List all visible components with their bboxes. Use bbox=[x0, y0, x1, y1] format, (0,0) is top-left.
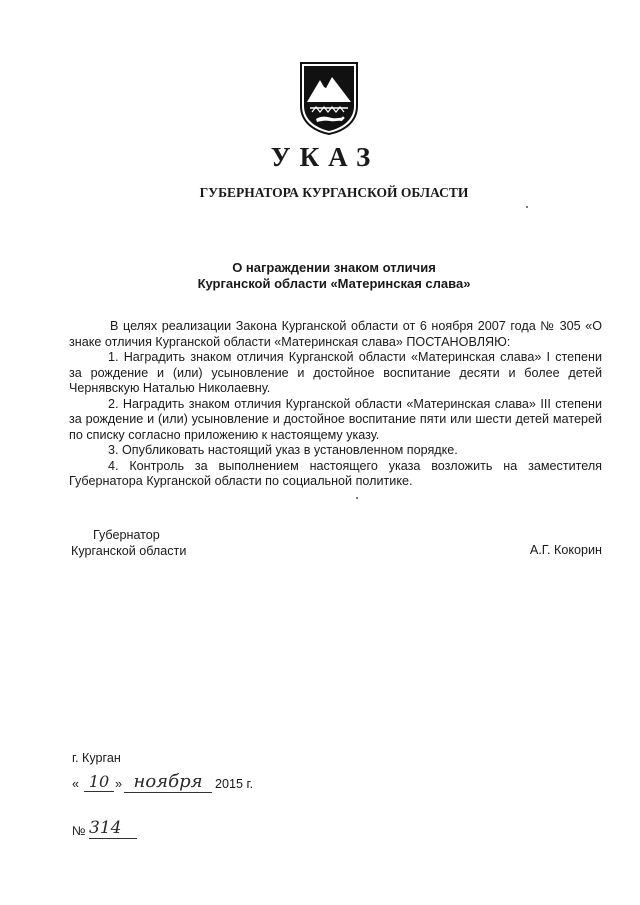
date-year: 2015 г. bbox=[215, 777, 254, 791]
number-sign: № bbox=[72, 824, 86, 838]
issue-place: г. Курган bbox=[72, 751, 121, 765]
issuer-subtitle: ГУБЕРНАТОРА КУРГАНСКОЙ ОБЛАСТИ bbox=[199, 185, 469, 200]
document-type-title: УКАЗ bbox=[270, 142, 380, 172]
date-open-quote: « bbox=[72, 777, 80, 791]
clause-2-paragraph: 2. Наградить знаком отличия Курганской области «Материнская слава» III степени за рождение и (или) усыновление и достойное воспитание пяти или шести детей матерей по списку согласно приложению к настоящему указу. bbox=[69, 396, 602, 442]
scan-speck bbox=[356, 497, 358, 499]
date-day-handwritten: 10 bbox=[84, 773, 114, 792]
signatory-title-line-1: Губернатор bbox=[93, 528, 160, 542]
decree-heading-line-2: Курганской области «Материнская слава» bbox=[197, 276, 471, 291]
date-month-handwritten: ноября bbox=[124, 772, 212, 793]
coat-of-arms-emblem-icon bbox=[298, 60, 360, 136]
preamble-paragraph: В целях реализации Закона Курганской области от 6 ноября 2007 года № 305 «О знаке отличия Курганской области «Материнская слава» ПОСТАНОВЛЯЮ: bbox=[69, 319, 602, 349]
signatory-name: А.Г. Кокорин bbox=[529, 543, 602, 557]
signatory-title-line-2: Курганской области bbox=[71, 544, 187, 558]
clause-1-paragraph: 1. Наградить знаком отличия Курганской области «Материнская слава» I степени за рождение и (или) усыновление и достойное воспитание десяти и более детей Чернявскую Наталью Николаевну. bbox=[69, 350, 602, 395]
decree-heading bbox=[0, 260, 640, 292]
issue-date bbox=[72, 771, 332, 801]
scan-speck bbox=[526, 206, 528, 208]
date-close-quote: » bbox=[115, 777, 123, 791]
decree-number-handwritten: 314 bbox=[89, 819, 137, 839]
decree-heading-line-1: О награждении знаком отличия bbox=[232, 260, 436, 275]
clause-3-paragraph: 3. Опубликовать настоящий указ в установленном порядке. bbox=[108, 443, 458, 457]
decree-body bbox=[69, 319, 602, 490]
clause-4-paragraph: 4. Контроль за выполнением настоящего указа возложить на заместителя Губернатора Курганской области по социальной политике. bbox=[69, 458, 602, 488]
signatory-title bbox=[71, 527, 186, 559]
